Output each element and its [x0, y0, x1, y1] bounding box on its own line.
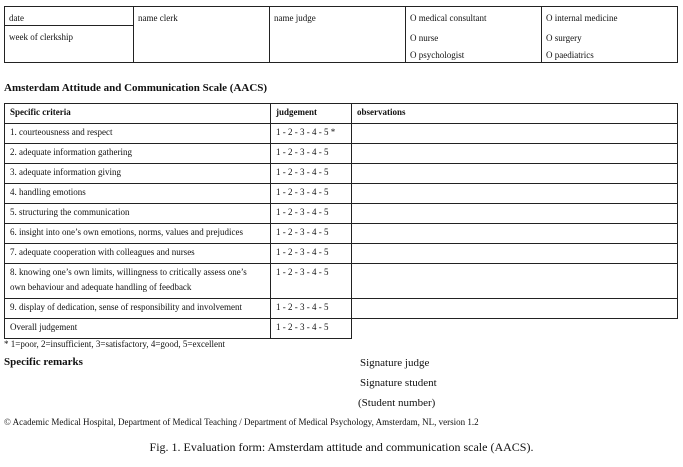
date-label: date [9, 13, 24, 23]
week-label: week of clerkship [9, 32, 73, 42]
option-surgery[interactable]: O surgery [546, 33, 582, 43]
observations-field[interactable] [352, 164, 678, 184]
week-cell [5, 26, 134, 63]
option-internal-medicine[interactable]: O internal medicine [546, 13, 618, 23]
specific-remarks-heading: Specific remarks [4, 356, 83, 368]
header-judgement: judgement [271, 104, 352, 124]
observations-field[interactable] [352, 184, 678, 204]
judgement-scale[interactable]: 1 - 2 - 3 - 4 - 5 [271, 224, 352, 244]
table-row [5, 244, 678, 264]
criterion-cell: 5. structuring the communication [5, 204, 271, 224]
option-psychologist[interactable]: O psychologist [410, 50, 465, 60]
criterion-line-1: 8. knowing one’s own limits, willingness to critically assess one’s [10, 267, 247, 277]
table-row [5, 224, 678, 244]
judgement-scale[interactable]: 1 - 2 - 3 - 4 - 5 [271, 204, 352, 224]
profession-options-cell [406, 7, 542, 63]
observations-field[interactable] [352, 264, 678, 299]
section-title: Amsterdam Attitude and Communication Scale (AACS) [4, 82, 268, 94]
observations-field[interactable] [352, 204, 678, 224]
judgement-scale[interactable]: 1 - 2 - 3 - 4 - 5 [271, 164, 352, 184]
table-row [5, 164, 678, 184]
judgement-scale[interactable]: 1 - 2 - 3 - 4 - 5 [271, 184, 352, 204]
department-options-cell [542, 7, 678, 63]
criterion-cell: Overall judgement [5, 319, 271, 339]
option-nurse[interactable]: O nurse [410, 33, 439, 43]
criterion-cell: 3. adequate information giving [5, 164, 271, 184]
criterion-cell: 9. display of dedication, sense of responsibility and involvement [5, 299, 271, 319]
criterion-cell [5, 264, 271, 299]
table-row [5, 184, 678, 204]
option-paediatrics[interactable]: O paediatrics [546, 50, 594, 60]
observations-field[interactable] [352, 124, 678, 144]
table-row [5, 264, 678, 299]
judgement-scale[interactable]: 1 - 2 - 3 - 4 - 5 [271, 319, 352, 339]
name-clerk-cell [134, 7, 270, 63]
judgement-scale[interactable]: 1 - 2 - 3 - 4 - 5 [271, 264, 352, 299]
table-row [5, 124, 678, 144]
criterion-cell: 7. adequate cooperation with colleagues and nurses [5, 244, 271, 264]
table-row [5, 299, 678, 319]
date-cell [5, 7, 134, 26]
option-medical-consultant[interactable]: O medical consultant [410, 13, 487, 23]
observations-field[interactable] [352, 299, 678, 319]
copyright-notice: © Academic Medical Hospital, Department of Medical Teaching / Department of Medical Psychology, Amsterdam, NL, version 1.2 [4, 417, 479, 427]
table-header-row [5, 104, 678, 124]
observations-field[interactable] [352, 244, 678, 264]
header-observations: observations [352, 104, 678, 124]
observations-field[interactable] [352, 224, 678, 244]
criterion-cell: 4. handling emotions [5, 184, 271, 204]
name-clerk-label: name clerk [138, 13, 178, 23]
header-fields-table [4, 6, 678, 63]
name-judge-label: name judge [274, 13, 316, 23]
criterion-cell: 6. insight into one’s own emotions, norms, values and prejudices [5, 224, 271, 244]
judgement-scale[interactable]: 1 - 2 - 3 - 4 - 5 * [271, 124, 352, 144]
table-row [5, 204, 678, 224]
judgement-scale[interactable]: 1 - 2 - 3 - 4 - 5 [271, 299, 352, 319]
criterion-line-2: own behaviour and adequate handling of feedback [10, 282, 192, 292]
footnote: * 1=poor, 2=insufficient, 3=satisfactory, 4=good, 5=excellent [4, 339, 225, 349]
table-row [5, 319, 678, 339]
criterion-cell: 1. courteousness and respect [5, 124, 271, 144]
header-specific-criteria: Specific criteria [5, 104, 271, 124]
judgement-scale[interactable]: 1 - 2 - 3 - 4 - 5 [271, 144, 352, 164]
judgement-scale[interactable]: 1 - 2 - 3 - 4 - 5 [271, 244, 352, 264]
name-judge-cell [270, 7, 406, 63]
figure-caption: Fig. 1. Evaluation form: Amsterdam attitude and communication scale (AACS). [149, 440, 534, 454]
table-row [5, 144, 678, 164]
signature-student-label: Signature student [360, 377, 437, 389]
student-number-label: (Student number) [358, 397, 436, 409]
observations-field[interactable] [352, 144, 678, 164]
empty-cell [352, 319, 678, 339]
aacs-table [4, 103, 678, 339]
signature-judge-label: Signature judge [360, 357, 430, 369]
criterion-cell: 2. adequate information gathering [5, 144, 271, 164]
